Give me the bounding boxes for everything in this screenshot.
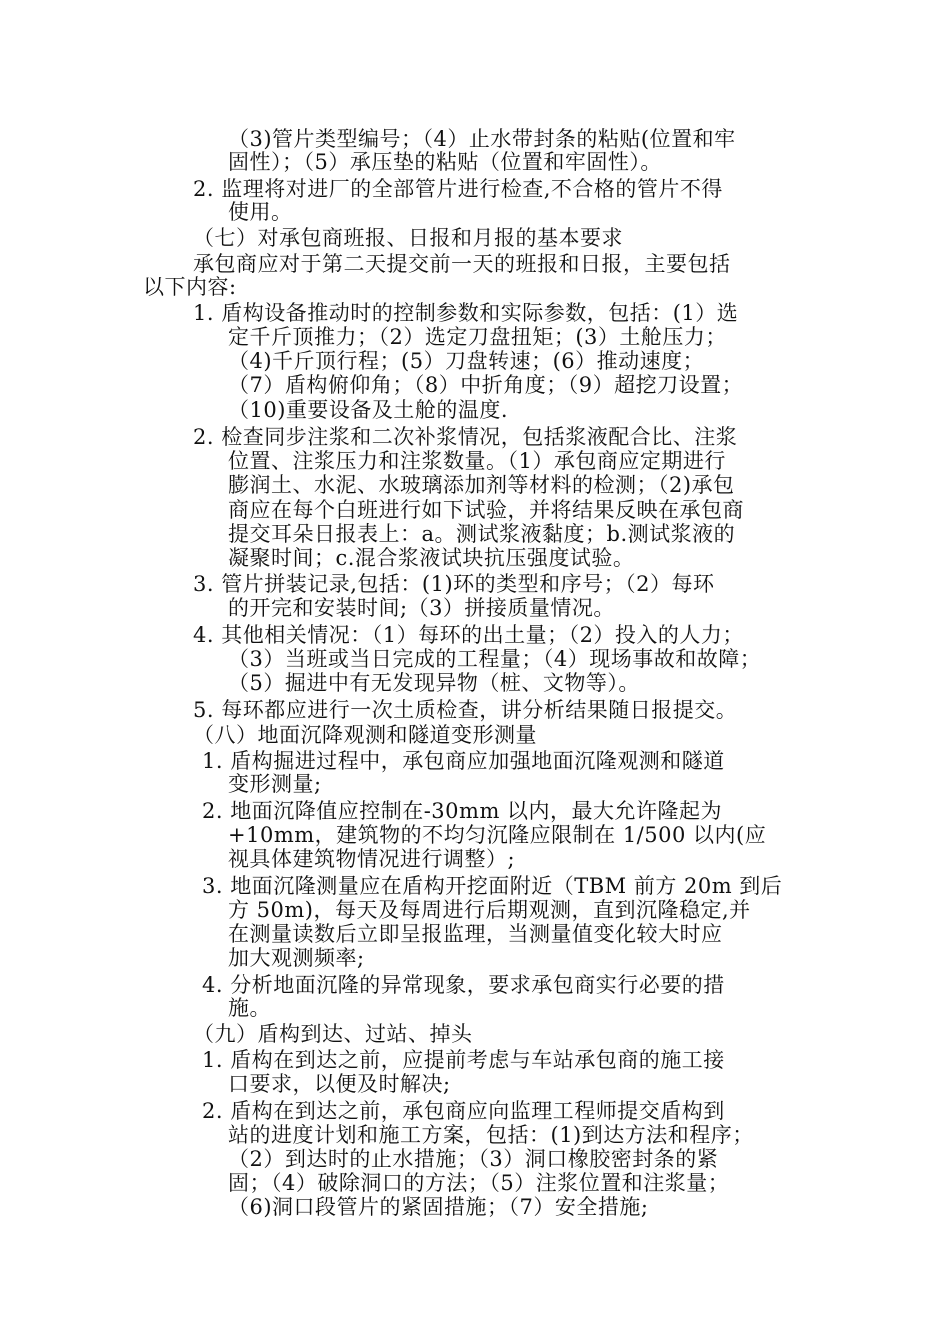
text-line: 视具体建筑物情况进行调整）;	[228, 847, 516, 871]
text-line: 提交耳朵日报表上：a。测试浆液黏度；b.测试浆液的	[228, 522, 736, 546]
text-line: 1. 盾构在到达之前，应提前考虑与车站承包商的施工接	[202, 1048, 725, 1072]
section-heading: （八）地面沉降观测和隧道变形测量	[193, 723, 537, 747]
text-line: 固性）；（5）承压垫的粘贴（位置和牢固性）。	[228, 150, 662, 174]
text-line: （2）到达时的止水措施；（3）洞口橡胶密封条的紧	[228, 1147, 719, 1171]
text-line: 4. 分析地面沉隆的异常现象，要求承包商实行必要的措	[202, 973, 725, 997]
section-heading: （七）对承包商班报、日报和月报的基本要求	[193, 226, 623, 250]
text-line: 承包商应对于第二天提交前一天的班报和日报，主要包括	[193, 252, 731, 276]
text-line: （3)管片类型编号；（4）止水带封条的粘贴(位置和牢	[228, 127, 736, 151]
text-line: 定千斤顶推力；（2）选定刀盘扭矩；(3）土舱压力；	[228, 325, 727, 349]
text-line: 以下内容:	[143, 275, 237, 299]
text-line: 加大观测频率;	[228, 946, 365, 970]
text-line: （4)千斤顶行程；(5）刀盘转速；(6）推动速度；	[228, 349, 705, 373]
text-line: （6)洞口段管片的紧固措施；（7）安全措施;	[228, 1195, 649, 1219]
text-line: 使用。	[228, 200, 293, 224]
text-line: +10mm，建筑物的不均匀沉隆应限制在 1/500 以内(应	[228, 823, 767, 847]
text-line: 变形测量;	[228, 772, 322, 796]
text-line: 凝聚时间；c.混合浆液试块抗压强度试验。	[228, 546, 635, 570]
text-line: 4. 其他相关情况：（1）每环的出土量；（2）投入的人力；	[193, 623, 744, 647]
text-line: （7）盾构俯仰角；（8）中折角度；（9）超挖刀设置；	[228, 373, 744, 397]
text-line: （3）当班或当日完成的工程量；（4）现场事故和故障；	[228, 647, 762, 671]
text-line: 位置、注浆压力和注浆数量。（1）承包商应定期进行	[228, 449, 726, 473]
text-line: （10)重要设备及土舱的温度.	[228, 398, 509, 422]
text-line: 2. 检查同步注浆和二次补浆情况，包括浆液配合比、注浆	[193, 425, 738, 449]
text-line: 2. 地面沉降值应控制在-30mm 以内，最大允许隆起为	[202, 799, 723, 823]
text-line: 1. 盾构掘进过程中，承包商应加强地面沉隆观测和隧道	[202, 749, 725, 773]
text-line: 口要求，以便及时解决;	[228, 1072, 451, 1096]
text-line: 固；（4）破除洞口的方法；（5）注浆位置和注浆量；	[228, 1171, 730, 1195]
text-line: 施。	[228, 996, 271, 1020]
text-line: 方 50m)，每天及每周进行后期观测，直到沉隆稳定,并	[228, 898, 751, 922]
text-line: 商应在每个白班进行如下试验，并将结果反映在承包商	[228, 498, 744, 522]
text-line: 站的进度计划和施工方案，包括：(1)到达方法和程序；	[228, 1123, 754, 1147]
text-line: （5）掘进中有无发现异物（桩、文物等）。	[228, 671, 640, 695]
text-line: 膨润土、水泥、水玻璃添加剂等材料的检测；（2)承包	[228, 473, 735, 497]
text-line: 的开完和安装时间;（3）拼接质量情况。	[228, 596, 615, 620]
text-line: 3. 管片拼装记录,包括：(1)环的类型和序号；（2）每环	[193, 572, 715, 596]
text-line: 5. 每环都应进行一次土质检查，讲分析结果随日报提交。	[193, 698, 738, 722]
text-line: 1. 盾构设备推动时的控制参数和实际参数，包括：(1）选	[193, 301, 739, 325]
text-line: 2. 盾构在到达之前，承包商应向监理工程师提交盾构到	[202, 1099, 725, 1123]
section-heading: （九）盾构到达、过站、掉头	[193, 1022, 473, 1046]
text-line: 3. 地面沉隆测量应在盾构开挖面附近（TBM 前方 20m 到后	[202, 874, 783, 898]
text-line: 2. 监理将对进厂的全部管片进行检查,不合格的管片不得	[193, 177, 723, 201]
text-line: 在测量读数后立即呈报监理，当测量值变化较大时应	[228, 922, 723, 946]
